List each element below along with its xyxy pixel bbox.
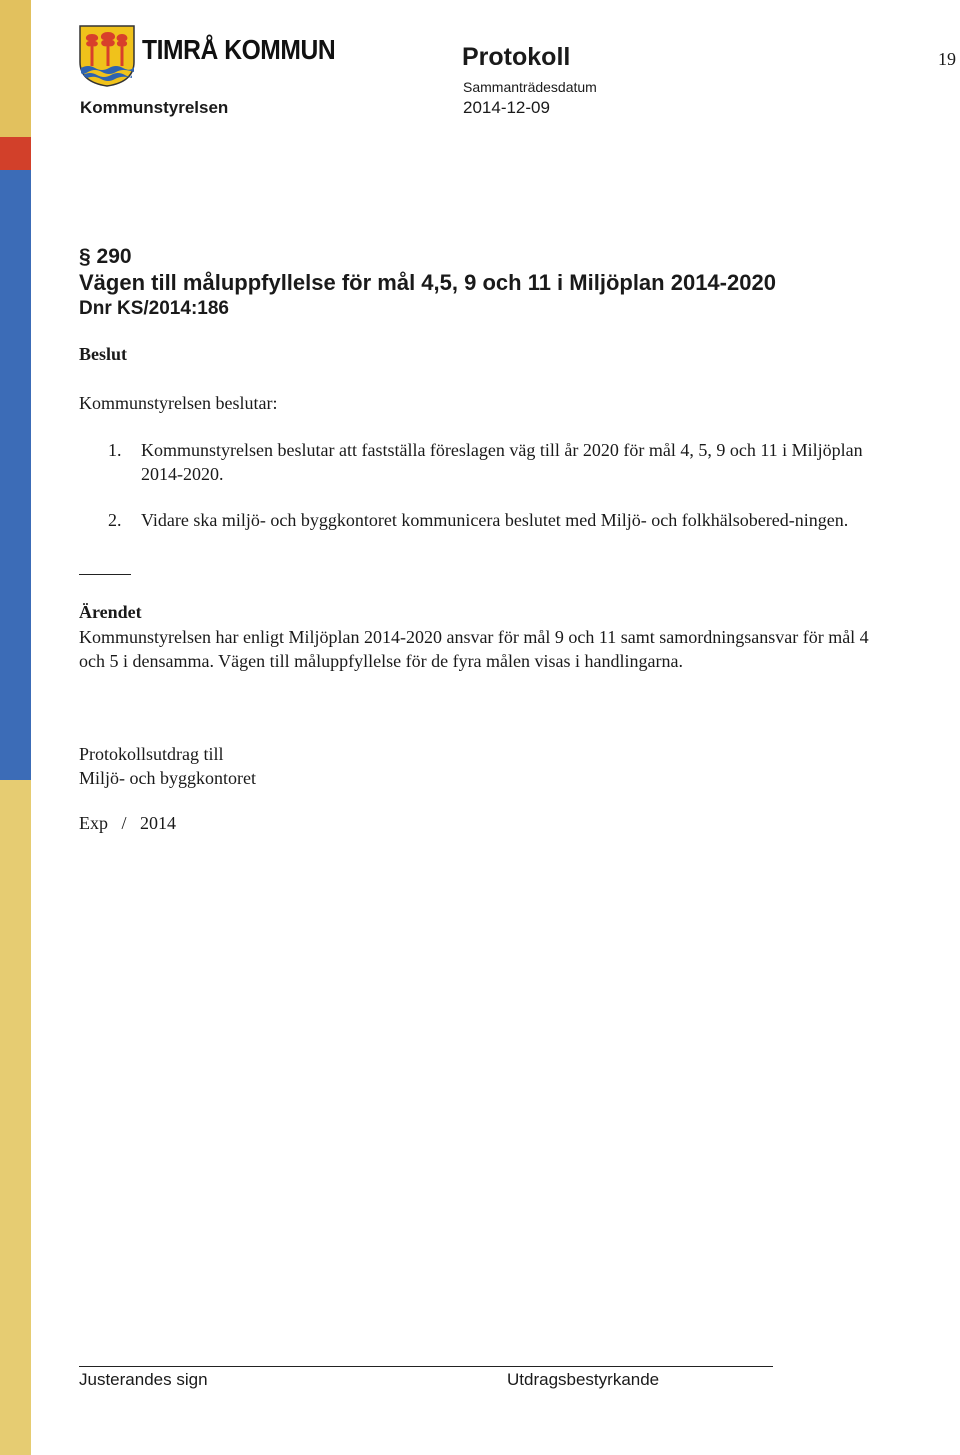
- decision-item: [108, 508, 878, 532]
- diary-number: Dnr KS/2014:186: [79, 298, 229, 319]
- expedition-note: Exp / 2014: [79, 813, 176, 833]
- signature-label-certification: Utdragsbestyrkande: [507, 1370, 660, 1389]
- decision-heading: Beslut: [79, 344, 128, 364]
- distribution-block: [79, 742, 256, 790]
- page-number: 19: [938, 49, 956, 69]
- distribution-recipient: Miljö- och byggkontoret: [79, 768, 256, 788]
- sidebar-segment-yellow: [0, 0, 31, 137]
- signature-label-adjuster: Justerandes sign: [79, 1370, 208, 1389]
- department-name: Kommunstyrelsen: [80, 98, 229, 117]
- decision-item-text: Vidare ska miljö- och byggkontoret kommunicera beslutet med Miljö- och folkhälsobered-ningen.: [141, 510, 849, 530]
- logo-wordmark: TIMRÅ KOMMUN: [142, 34, 336, 65]
- sidebar-segment-blue: [0, 170, 31, 780]
- document-type-title: Protokoll: [462, 43, 571, 71]
- meeting-date-label: Sammanträdesdatum: [463, 79, 597, 95]
- decision-item-number: 2.: [108, 510, 122, 530]
- sidebar-segment-yellow-bottom: [0, 780, 31, 1455]
- sidebar-segment-red: [0, 137, 31, 170]
- decision-item: [108, 438, 878, 486]
- section-title: Vägen till måluppfyllelse för mål 4,5, 9 och 11 i Miljöplan 2014-2020: [79, 270, 776, 295]
- paragraph-number: § 290: [79, 245, 132, 268]
- signature-line: [79, 1366, 773, 1367]
- decision-intro: Kommunstyrelsen beslutar:: [79, 393, 278, 413]
- section-heading: [79, 244, 776, 322]
- distribution-label: Protokollsutdrag till: [79, 744, 224, 764]
- matter-text: Kommunstyrelsen har enligt Miljöplan 2014-2020 ansvar för mål 9 och 11 samt samordningsansvar för mål 4 och 5 i densamma. Vägen till måluppfyllelse för de fyra målen visas i handlingarna.: [79, 627, 869, 671]
- decision-item-text: Kommunstyrelsen beslutar att fastställa föreslagen väg till år 2020 för mål 4, 5, 9 och 11 i Miljöplan 2014-2020.: [141, 440, 863, 484]
- separator-line: [79, 574, 131, 575]
- municipal-coat-of-arms-icon: [78, 24, 136, 88]
- meeting-date: 2014-12-09: [463, 98, 550, 117]
- decision-item-number: 1.: [108, 440, 122, 460]
- matter-heading: Ärendet: [79, 602, 142, 622]
- logo-trees: [86, 32, 128, 66]
- decision-list: [108, 438, 878, 532]
- sidebar-color-bar: [0, 0, 31, 1455]
